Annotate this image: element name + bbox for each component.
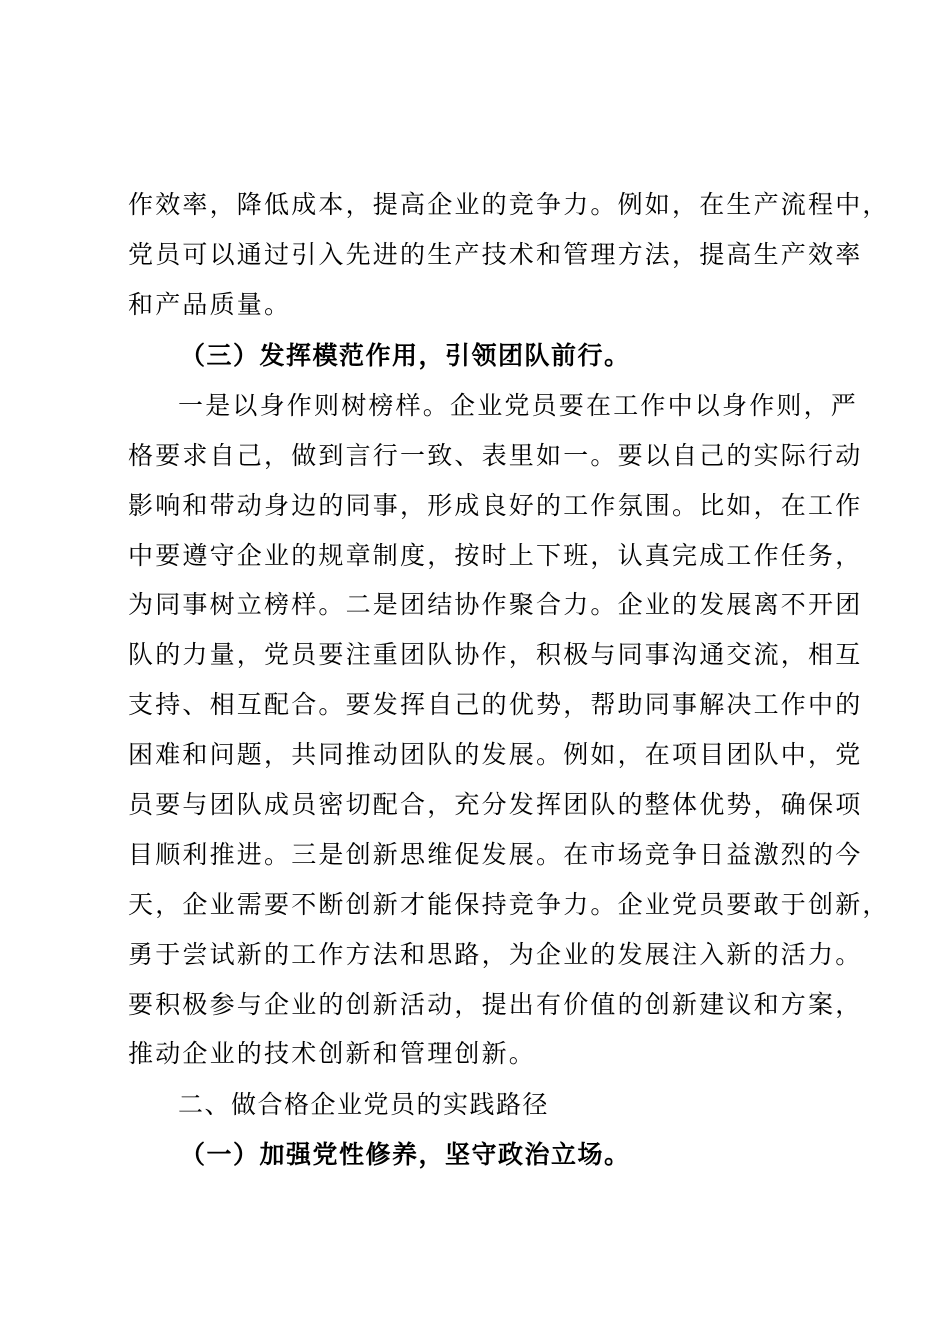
subsection-heading: （三）发挥模范作用，引领团队前行。	[180, 341, 631, 370]
paragraph-line: 困难和问题，共同推动团队的发展。例如，在项目团队中，党	[128, 740, 863, 769]
paragraph-line: 要积极参与企业的创新活动，提出有价值的创新建议和方案，	[128, 990, 863, 1019]
paragraph-line: 和产品质量。	[128, 290, 292, 319]
paragraph-line: 作效率，降低成本，提高企业的竞争力。例如，在生产流程中，	[128, 190, 890, 219]
paragraph-line: 影响和带动身边的同事，形成良好的工作氛围。比如，在工作	[128, 491, 863, 520]
subsection-heading: （一）加强党性修养，坚守政治立场。	[180, 1140, 631, 1169]
paragraph-line: 一是以身作则树榜样。企业党员要在工作中以身作则，严	[178, 391, 859, 420]
paragraph-line: 勇于尝试新的工作方法和思路，为企业的发展注入新的活力。	[128, 940, 863, 969]
paragraph-line: 目顺利推进。三是创新思维促发展。在市场竞争日益激烈的今	[128, 840, 863, 869]
paragraph-line: 党员可以通过引入先进的生产技术和管理方法，提高生产效率	[128, 240, 863, 269]
paragraph-line: 推动企业的技术创新和管理创新。	[128, 1039, 537, 1068]
paragraph-line: 队的力量，党员要注重团队协作，积极与同事沟通交流，相互	[128, 640, 863, 669]
paragraph-line: 为同事树立榜样。二是团结协作聚合力。企业的发展离不开团	[128, 590, 863, 619]
paragraph-line: 天，企业需要不断创新才能保持竞争力。企业党员要敢于创新，	[128, 890, 890, 919]
paragraph-line: 员要与团队成员密切配合，充分发挥团队的整体优势，确保项	[128, 790, 863, 819]
paragraph-line: 中要遵守企业的规章制度，按时上下班，认真完成工作任务，	[128, 541, 863, 570]
paragraph-line: 支持、相互配合。要发挥自己的优势，帮助同事解决工作中的	[128, 690, 863, 719]
section-heading: 二、做合格企业党员的实践路径	[178, 1090, 550, 1119]
paragraph-line: 格要求自己，做到言行一致、表里如一。要以自己的实际行动	[128, 441, 863, 470]
